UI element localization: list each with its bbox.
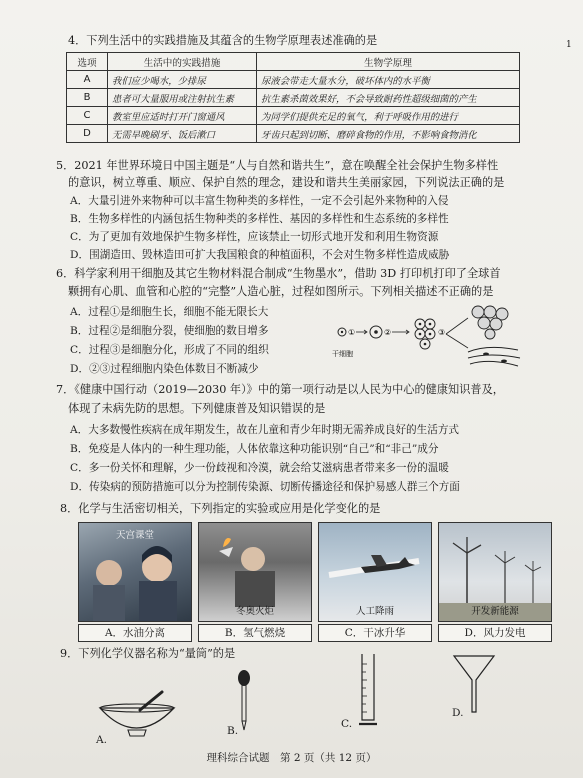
q7-stem-line: 7．《健康中国行动（2019—2030 年）》中的第一项行动是以人民为中心的健康知识普及， [56,383,504,396]
step-3-mark: ③ [438,328,446,337]
row-measure: 教室里应适时打开门窗通风 [108,107,257,125]
q5-option-b: B．生物多样性的内涵包括生物种类的多样性、基因的多样性和生态系统的多样性 [70,213,449,225]
table-header-row [67,53,520,71]
q9-label-a: A. [96,734,108,746]
row-principle: 尿液会带走大量水分，破坏体内的水平衡 [257,71,520,89]
q8-option-b: B．氢气燃烧 [198,624,312,642]
row-measure: 我们应少喝水，少排尿 [108,71,257,89]
q7-stem-line: 体现了未病先防的思想。下列健康普及知识错误的是 [68,402,326,415]
q8-option-a: A．水油分离 [78,624,192,642]
figure-stem-cell-label: 干细胞 [332,350,353,358]
q6-stem-line: 颗拥有心肌、血管和心腔的“完整”人造心脏，过程如图所示。下列相关描述不正确的是 [68,285,494,298]
q7-option-a: A．大多数慢性疾病在成年期发生，故在儿童和青少年时期无需养成良好的生活方式 [70,424,460,436]
q9-stem: 9．下列化学仪器名称为“量筒”的是 [60,647,236,660]
header-option: 选项 [67,53,108,71]
caption-rain: 人工降雨 [355,606,394,617]
q7-option-c: C．多一份关怀和理解，少一份歧视和冷漠，就会给艾滋病患者带来多一份的温暖 [70,462,449,474]
q5-option-c: C．为了更加有效地保护生物多样性，应该禁止一切形式地开发和利用生物资源 [70,231,439,243]
table-row [67,89,520,107]
q9-label-b: B. [227,725,239,737]
divided-cells-icon [415,319,435,349]
q7-option-b: B．免疫是人体内的一种生理功能，人体依靠这种功能识别“自己”和“非己”成分 [70,443,439,455]
q9-label-d: D. [452,707,464,719]
cell-development-figure [328,300,528,378]
header-measure: 生活中的实践措施 [108,53,257,71]
q6-option-b: B．过程②是细胞分裂，使细胞的数目增多 [70,325,269,337]
muscle-tissue-icon [468,347,520,366]
step-2-mark: ② [384,328,392,337]
table-row [67,71,520,89]
q8-photo-a [78,522,192,622]
row-principle: 牙齿只起到切断、磨碎食物的作用，不影响食物消化 [257,125,520,143]
mortar-pestle-icon [92,690,182,740]
q4-stem: 4．下列生活中的实践措施及其蕴含的生物学原理表述准确的是 [68,34,378,47]
row-measure: 患者可大量服用或注射抗生素 [108,89,257,107]
caption-tiangong: 天宫课堂 [115,530,154,541]
q6-option-c: C．过程③是细胞分化，形成了不同的组织 [70,344,269,356]
caption-torch: 冬奥火炬 [235,606,274,617]
q9-label-c: C. [341,718,353,730]
q8-stem: 8．化学与生活密切相关，下列指定的实验或应用是化学变化的是 [60,502,381,515]
header-principle: 生物学原理 [257,53,520,71]
q6-stem-line: 6．科学家利用干细胞及其它生物材料混合制成“生物墨水”，借助 3D 打印机打印了全球首 [56,267,501,280]
q4-table [66,52,520,143]
row-principle: 抗生素杀菌效果好，不会导致耐药性超级细菌的产生 [257,89,520,107]
dropper-icon [232,668,256,732]
table-row [67,125,520,143]
row-key: C [67,107,108,125]
page-edge-mark: 1 [566,40,572,50]
q8-photo-c [318,522,432,622]
row-key: B [67,89,108,107]
caption-energy: 开发新能源 [471,606,519,617]
q8-photo-b [198,522,312,622]
q6-option-a: A．过程①是细胞生长，细胞不能无限长大 [70,306,269,318]
q5-option-d: D．围湖造田、毁林造田可扩大我国粮食的种植面积，不会对生物多样性造成威胁 [70,249,450,261]
row-measure: 无需早晚刷牙、饭后漱口 [108,125,257,143]
q5-option-a: A．大量引进外来物种可以丰富生物种类的多样性，一定不会引起外来物种的入侵 [70,195,449,207]
row-key: D [67,125,108,143]
q8-option-c: C．干冰升华 [318,624,432,642]
q8-photo-d [438,522,552,622]
tissue-cluster-icon [472,306,508,339]
graduated-cylinder-icon [355,652,381,730]
q7-option-d: D．传染病的预防措施可以分为控制传染源、切断传播途径和保护易感人群三个方面 [70,481,460,493]
q8-option-d: D．风力发电 [438,624,552,642]
page-footer: 理科综合试题 第 2 页（共 12 页） [206,752,377,764]
row-principle: 为同学们提供充足的氧气，利于呼吸作用的进行 [257,107,520,125]
step-1-mark: ① [348,328,356,337]
table-row [67,107,520,125]
q5-stem-line: 的意识，树立尊重、顺应、保护自然的理念，建设和谐共生美丽家园，下列说法正确的是 [68,176,505,189]
q6-option-d: D．②③过程细胞内染色体数目不断减少 [70,363,259,375]
row-key: A [67,71,108,89]
q5-stem-line: 5．2021 年世界环境日中国主题是“人与自然和谐共生”，意在唤醒全社会保护生物多样性 [56,159,499,172]
